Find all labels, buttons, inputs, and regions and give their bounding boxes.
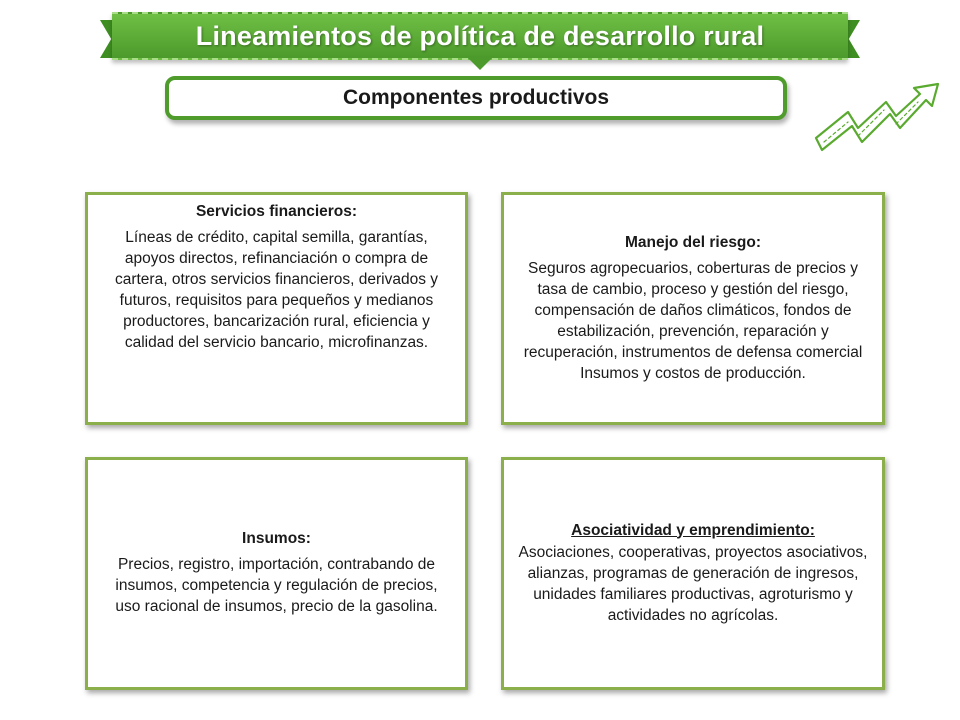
page-title: Lineamientos de política de desarrollo rural [195, 20, 765, 51]
card-financial-services [85, 192, 468, 425]
card-body: Líneas de crédito, capital semilla, garantías, apoyos directos, refinanciación o compra de cartera, otros servicios financieros, derivados y futuros, requisitos para pequeños y medianos productores, bancarización rural, eficiencia y calidad del servicio bancario, microfinanzas. [114, 229, 439, 351]
card-body: Asociaciones, cooperativas, proyectos asociativos, alianzas, programas de generación de ingresos, unidades familiares productivas, agroturismo y actividades no agrícolas. [518, 543, 868, 624]
card-title: Asociatividad y emprendimiento: [571, 521, 815, 539]
subtitle-box [165, 76, 787, 120]
card-body: Seguros agropecuarios, coberturas de precios y tasa de cambio, proceso y gestión del riesgo, compensación de daños climáticos, fondos de estabilización, prevención, reparación y recuperación, instrumentos de defensa comercial Insumos y costos de producción. [523, 259, 863, 382]
card-title: Insumos: [242, 530, 311, 547]
card-body: Precios, registro, importación, contrabando de insumos, competencia y regulación de precios, uso racional de insumos, precio de la gasolina. [115, 556, 438, 615]
card-inputs [85, 457, 468, 690]
card-associativity [501, 457, 885, 690]
title-ribbon [112, 12, 848, 60]
page-subtitle: Componentes productivos [342, 86, 610, 109]
ribbon-pointer [466, 56, 494, 70]
card-risk-management [501, 192, 885, 425]
trend-arrow-icon [808, 80, 948, 160]
card-title: Manejo del riesgo: [624, 233, 762, 251]
card-title: Servicios financieros: [195, 203, 358, 220]
